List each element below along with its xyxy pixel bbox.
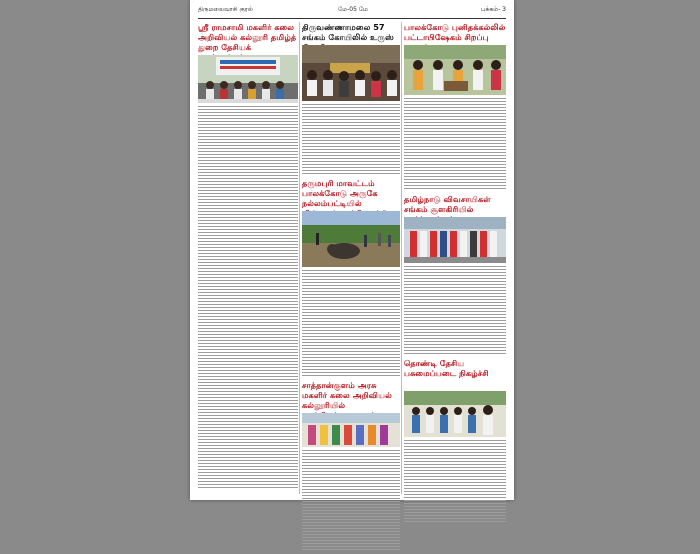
- column-3: [404, 22, 506, 526]
- column-divider: [401, 22, 402, 494]
- headline: திருவண்ணாமலை 57 சங்கம் கோயிலில் உருஸ்: [302, 22, 394, 42]
- article-body: [404, 98, 506, 190]
- column-2: [302, 22, 400, 554]
- page-number: பக்கம்- 3: [481, 6, 506, 13]
- headline: ஸ்ரீ ராமசாமி மகளிர் கலை அறிவியல் கல்லூரி தமிழ்த் துறை தேசியக்: [198, 22, 297, 52]
- newspaper-page: [190, 0, 514, 500]
- camp-photo: [404, 45, 506, 95]
- column-1: [198, 22, 298, 494]
- school-event-photo: [404, 391, 506, 437]
- article-body: [404, 266, 506, 354]
- article-body: [302, 104, 400, 174]
- page-header: [198, 4, 506, 19]
- headline: பாலக்கோடு புனிதக்கல்லில் பட்டாபிஷேகம் சிறப்பு: [404, 22, 506, 42]
- seminar-photo: [198, 55, 298, 103]
- college-event-photo: [302, 413, 400, 447]
- headline: சாத்தான்குளம் அரசு மகளிர் கலை அறிவியல் கல்லூரியில்: [302, 380, 392, 410]
- elephant-photo: [302, 211, 400, 267]
- article-body: [302, 450, 400, 550]
- headline: தமிழ்நாடு விவசாயிகள் சங்கம் சூளகிரியில்: [404, 194, 491, 214]
- column-divider: [299, 22, 300, 494]
- article-body: [302, 270, 400, 376]
- protest-photo: [404, 217, 506, 263]
- festival-photo: [302, 45, 400, 101]
- issue-date: மே-05 மே: [338, 6, 368, 13]
- article-body: [404, 440, 506, 522]
- publication-name: திருமலைவாசி குரல்: [198, 6, 253, 13]
- headline: தருமபுரி மாவட்டம் பாலக்கோடு அருகே நல்லம்பட்டியில்: [302, 178, 378, 208]
- headline: தொண்டி தேசிய பசுமைப்படை நிகழ்ச்சி: [404, 358, 489, 378]
- article-body: [198, 106, 298, 490]
